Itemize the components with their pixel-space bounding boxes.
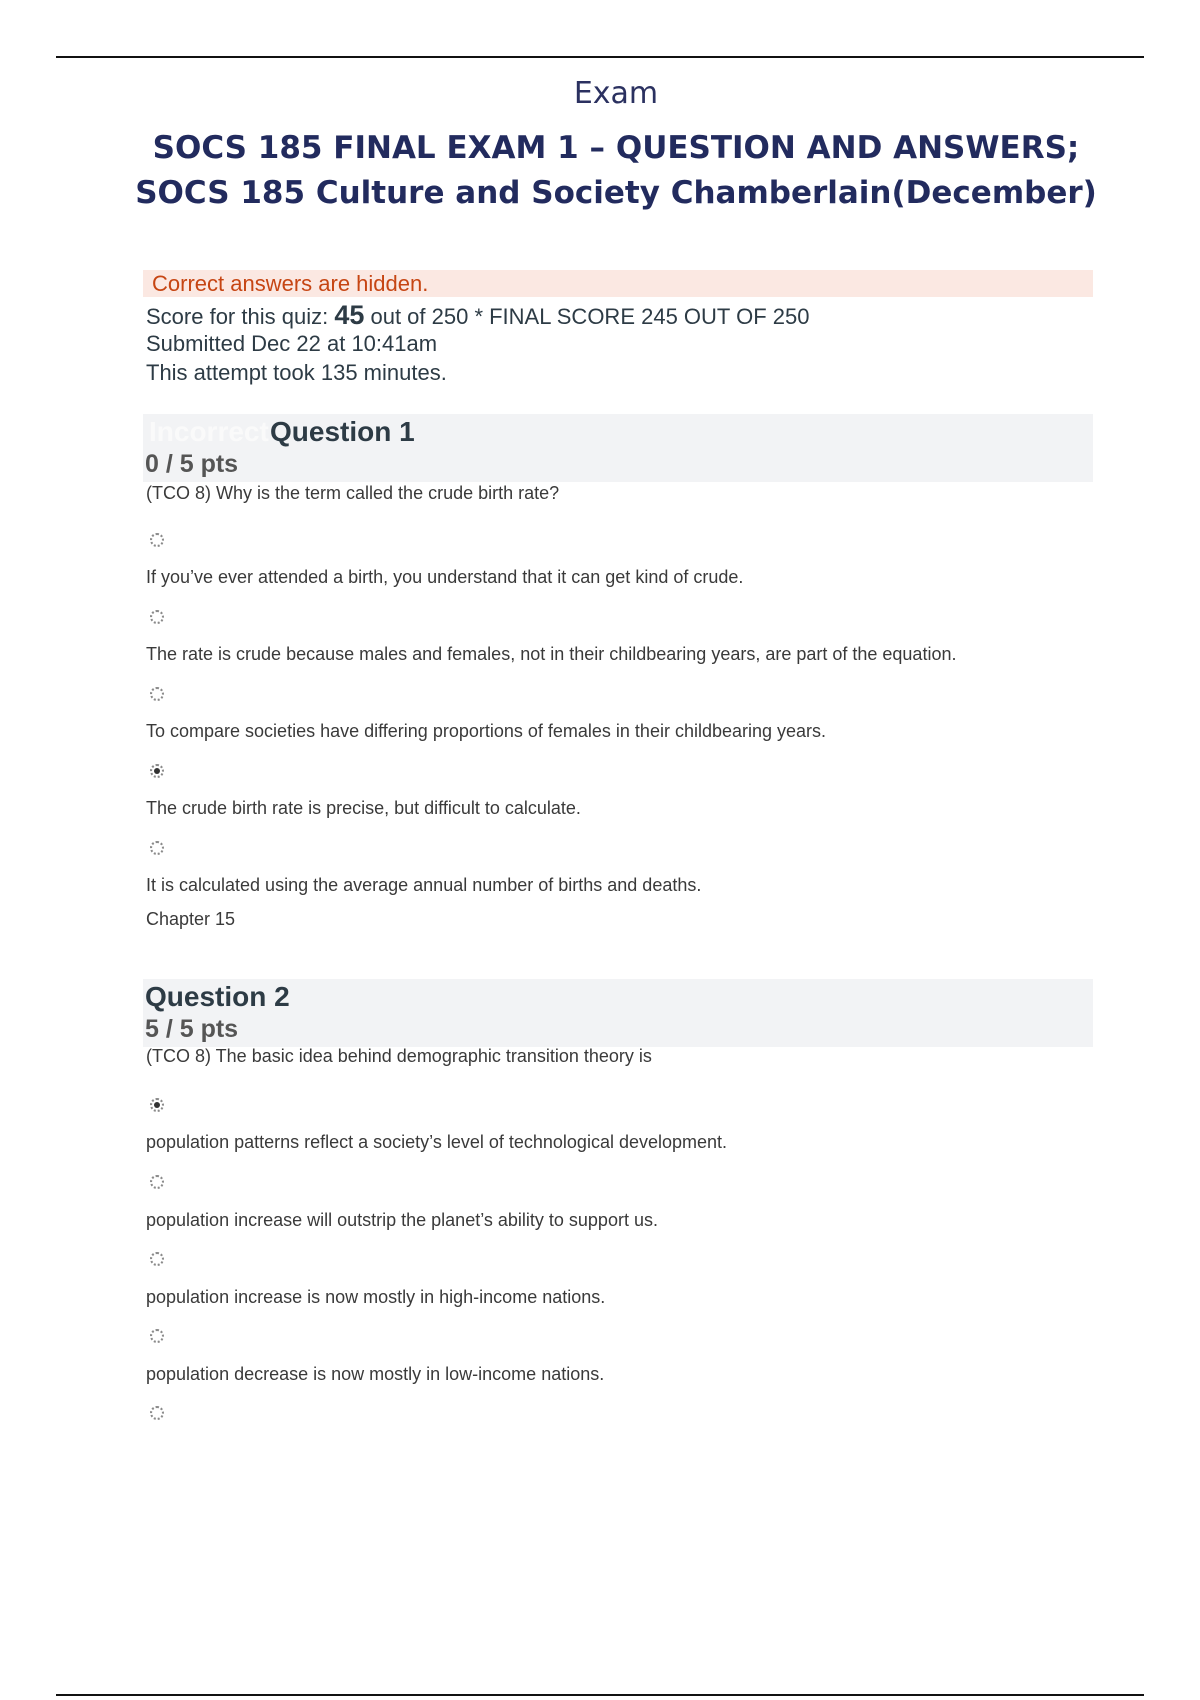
question-2-title: Question 2 <box>145 981 290 1012</box>
q2-answer-1: population patterns reflect a society’s level of technological development. <box>146 1132 728 1152</box>
q2-radio-5[interactable] <box>150 1406 164 1420</box>
q1-radio-4-selected[interactable] <box>150 764 164 778</box>
question-2-text: (TCO 8) The basic idea behind demographic transition theory is <box>146 1046 652 1066</box>
q2-answer-4: population decrease is now mostly in low-income nations. <box>146 1364 605 1384</box>
document-label: Exam <box>573 76 659 111</box>
score-line <box>146 300 809 331</box>
question-1-points: 0 / 5 pts <box>145 450 239 478</box>
q1-answer-2: The rate is crude because males and females, not in their childbearing years, are part of the equation. <box>146 644 957 664</box>
q1-answer-4: The crude birth rate is precise, but difficult to calculate. <box>146 798 581 818</box>
incorrect-flag: Incorrect <box>149 416 269 447</box>
question-1-title: Question 1 <box>270 416 415 447</box>
q1-radio-3[interactable] <box>150 687 164 701</box>
q2-radio-3[interactable] <box>150 1252 164 1266</box>
question-1-text: (TCO 8) Why is the term called the crude birth rate? <box>146 483 560 503</box>
q1-radio-1[interactable] <box>150 533 164 547</box>
q1-answer-3: To compare societies have differing proportions of females in their childbearing years. <box>146 721 827 741</box>
duration-line: This attempt took 135 minutes. <box>146 360 447 385</box>
question-2-header <box>143 979 1093 1047</box>
answers-hidden-notice: Correct answers are hidden. <box>143 270 1093 297</box>
top-rule <box>56 56 1144 58</box>
q2-radio-1-selected[interactable] <box>150 1098 164 1112</box>
q1-radio-2[interactable] <box>150 610 164 624</box>
q1-radio-5[interactable] <box>150 841 164 855</box>
document-title: SOCS 185 FINAL EXAM 1 – QUESTION AND ANSWERS; SOCS 185 Culture and Society Chamberlain(December) <box>135 130 1097 211</box>
score-prefix: Score for this quiz: <box>146 304 335 329</box>
question-1-reference: Chapter 15 <box>146 909 236 929</box>
score-value: 45 <box>334 300 365 330</box>
q2-radio-4[interactable] <box>150 1329 164 1343</box>
q2-radio-2[interactable] <box>150 1175 164 1189</box>
q2-answer-3: population increase is now mostly in high-income nations. <box>146 1287 606 1307</box>
q1-answer-5: It is calculated using the average annual number of births and deaths. <box>146 875 702 895</box>
score-suffix: out of 250 * FINAL SCORE 245 OUT OF 250 <box>364 304 810 329</box>
q1-answer-1: If you’ve ever attended a birth, you understand that it can get kind of crude. <box>146 567 744 587</box>
bottom-rule <box>56 1694 1144 1696</box>
submitted-line: Submitted Dec 22 at 10:41am <box>146 331 438 356</box>
question-2-points: 5 / 5 pts <box>145 1015 239 1043</box>
question-1-header <box>143 414 1093 482</box>
q2-answer-2: population increase will outstrip the planet’s ability to support us. <box>146 1210 658 1230</box>
